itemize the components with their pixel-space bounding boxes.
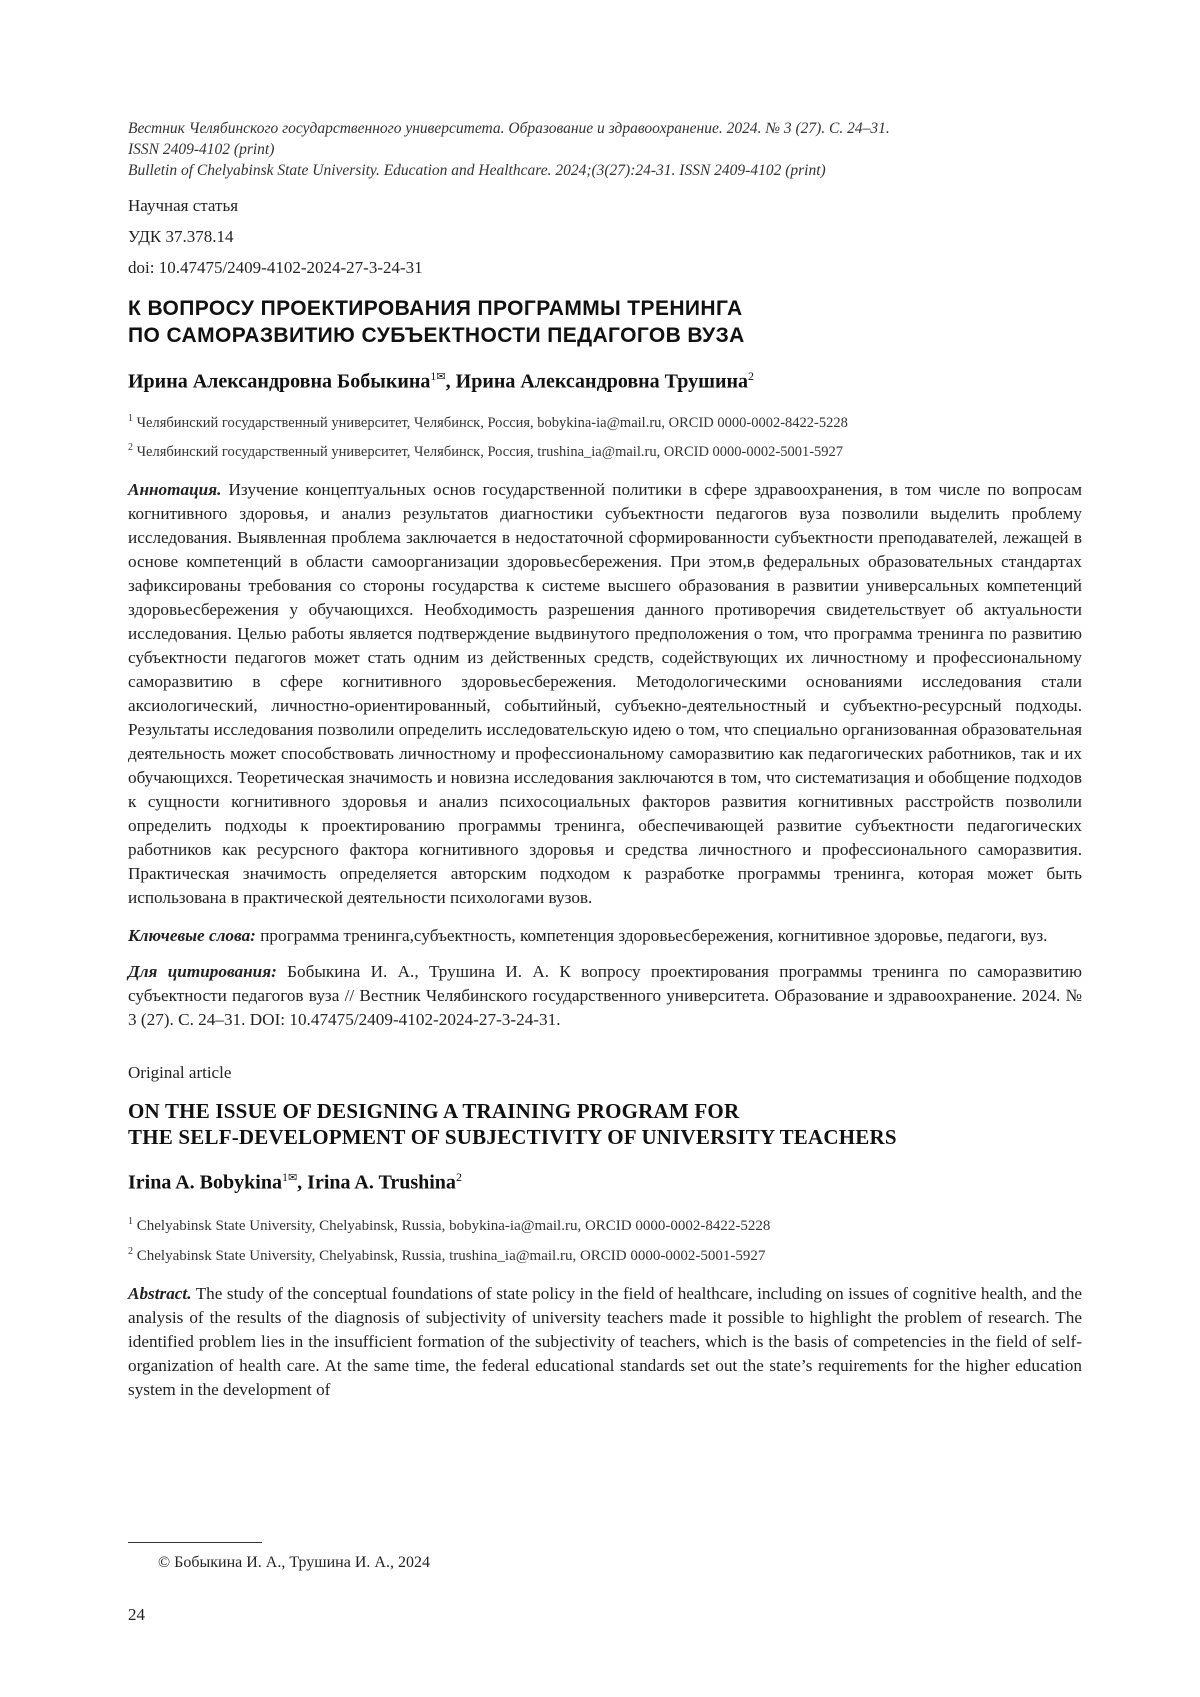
article-type-ru: Научная статья <box>128 196 239 215</box>
citation-ru-text: Бобыкина И. А., Трушина И. А. К вопросу проектирования программы тренинга по саморазвитию субъектности педагогов вуза // Вестник Челябинского государственного университета. Образование и здравоохранение. 2024. № 3 (27). С. 24–31. DOI: 10.47475/2409-4102-2024-27-3-24-31. <box>128 962 1083 1030</box>
title-ru <box>128 295 1082 349</box>
copyright-footnote: © Бобыкина И. А., Трушина И. А., 2024 <box>158 1554 430 1571</box>
article-type-en: Original article <box>128 1063 232 1083</box>
journal-issn: ISSN 2409-4102 (print) <box>128 141 275 158</box>
envelope-icon: ✉ <box>287 1172 298 1185</box>
author1-en: Irina A. Bobykina <box>128 1171 282 1194</box>
abstract-ru <box>128 478 1082 910</box>
udc-code: УДК 37.378.14 <box>128 227 234 246</box>
author1-ru-sup: 1 <box>430 369 437 383</box>
page-number: 24 <box>128 1605 145 1624</box>
footnote-divider <box>128 1542 262 1543</box>
journal-header <box>128 118 1082 181</box>
author2-ru: Ирина Александровна Трушина <box>455 370 749 393</box>
keywords-ru-label: Ключевые слова: <box>128 926 256 946</box>
affiliation-en-2: $^2$ Chelyabinsk State University, Chelyabinsk, Russia, trushina_ia@mail.ru, ORCID 0000-0002-5001-5927 <box>128 1245 766 1264</box>
title-ru-line1: К ВОПРОСУ ПРОЕКТИРОВАНИЯ ПРОГРАММЫ ТРЕНИНГА <box>128 297 743 320</box>
citation-ru-label: Для цитирования: <box>128 962 277 982</box>
author2-en-sup: 2 <box>455 1170 462 1185</box>
citation-ru <box>128 960 1082 1032</box>
envelope-icon: ✉ <box>436 371 446 383</box>
abstract-en-text: The study of the conceptual foundations of state policy in the field of healthcare, including on issues of cognitive health, and the analysis of the results of the diagnosis of subjectivity of university teachers made it possible to highlight the problem of research. The identified problem lies in the insufficient formation of the subjectivity of teachers, which is the basis of competencies in the field of self-organization of health care. At the same time, the federal educational standards set out the state’s requirements for the higher education system in the development of <box>128 1283 1082 1399</box>
title-en-line2: THE SELF-DEVELOPMENT OF SUBJECTIVITY OF UNIVERSITY TEACHERS <box>128 1125 897 1150</box>
affiliation-ru-2: $^2$ Челябинский государственный университет, Челябинск, Россия, trushina_ia@mail.ru, ORCID 0000-0002-5001-5927 <box>128 442 844 461</box>
author2-en: Irina A. Trushina <box>307 1171 456 1194</box>
article-page <box>128 118 1082 1402</box>
title-en-line1: ON THE ISSUE OF DESIGNING A TRAINING PROGRAM FOR <box>128 1099 740 1124</box>
authors-ru-separator: , <box>445 370 456 393</box>
abstract-ru-text: Изучение концептуальных основ государственной политики в сфере здравоохранения, в том числе по вопросам когнитивного здоровья, и анализ результатов диагностики субъектности педагогов вуза позволили выделить проблему исследования. Выявленная проблема заключается в недостаточной сформированности субъектности преподавателей, лежащей в основе компетенций в области самоорганизации здоровьесбережения. При этом,в федеральных образовательных стандартах зафиксированы требования со стороны государства к системе высшего образования в развитии универсальных компетенций здоровьесбережения у обучающихся. Необходимость разрешения данного противоречия свидетельствует об актуальности исследования. Целью работы является подтверждение выдвинутого предположения о том, что программа тренинга по развитию субъектности педагогов может стать одним из действенных средств, содействующих их личностному и профессиональному саморазвитию в сфере когнитивного здоровьесбережения. Методологическими основаниями исследования стали аксиологический, личностно-ориентированный, событийный, субъекно-деятельностный и субъектно-ресурсный подходы. Результаты исследования позволили определить исследовательскую идею о том, что специально организованная образовательная деятельность может способствовать личностному и профессиональному саморазвитию как педагогических работников, так и их обучающихся. Теоретическая значимость и новизна исследования заключаются в том, что систематизация и обобщение подходов к сущности когнитивного здоровья и анализ психосоциальных факторов развития когнитивных расстройств позволили определить подходы к проектированию программы тренинга, обеспечивающей развитие субъектности педагогических работников как ресурсного фактора когнитивного здоровья и средства личностного и профессионального саморазвития. Практическая значимость определяется авторским подходом к разработке программы тренинга, которая может быть использована в практической деятельности психологами вузов. <box>128 480 1082 908</box>
keywords-ru-text: программа тренинга,субъектность, компетенция здоровьесбережения, когнитивное здоровье, педагоги, вуз. <box>260 926 1048 946</box>
doi: doi: 10.47475/2409-4102-2024-27-3-24-31 <box>128 258 423 277</box>
journal-line-ru: Вестник Челябинского государственного университета. Образование и здравоохранение. 2024. № 3 (27). С. 24–31. <box>128 120 890 137</box>
abstract-ru-label: Аннотация. <box>128 480 222 500</box>
authors-en <box>128 1164 1082 1196</box>
author2-ru-sup: 2 <box>748 369 755 383</box>
affiliation-ru-1: $^1$ Челябинский государственный университет, Челябинск, Россия, bobykina-ia@mail.ru, ORCID 0000-0002-8422-5228 <box>128 412 848 431</box>
title-en <box>128 1098 1082 1150</box>
affiliation-en-1: $^1$ Chelyabinsk State University, Chelyabinsk, Russia, bobykina-ia@mail.ru, ORCID 0000-0002-8422-5228 <box>128 1215 771 1234</box>
keywords-ru <box>128 924 1082 948</box>
authors-ru <box>128 363 1082 395</box>
title-ru-line2: ПО САМОРАЗВИТИЮ СУБЪЕКТНОСТИ ПЕДАГОГОВ ВУЗА <box>128 324 745 347</box>
author1-en-sup: 1 <box>281 1170 288 1185</box>
authors-en-separator: , <box>297 1171 308 1194</box>
journal-line-en: Bulletin of Chelyabinsk State University. Education and Healthcare. 2024;(3(27):24-31. ISSN 2409-4102 (print) <box>128 162 826 179</box>
abstract-en-label: Abstract. <box>128 1283 192 1303</box>
abstract-en <box>128 1282 1082 1402</box>
author1-ru: Ирина Александровна Бобыкина <box>128 370 431 393</box>
